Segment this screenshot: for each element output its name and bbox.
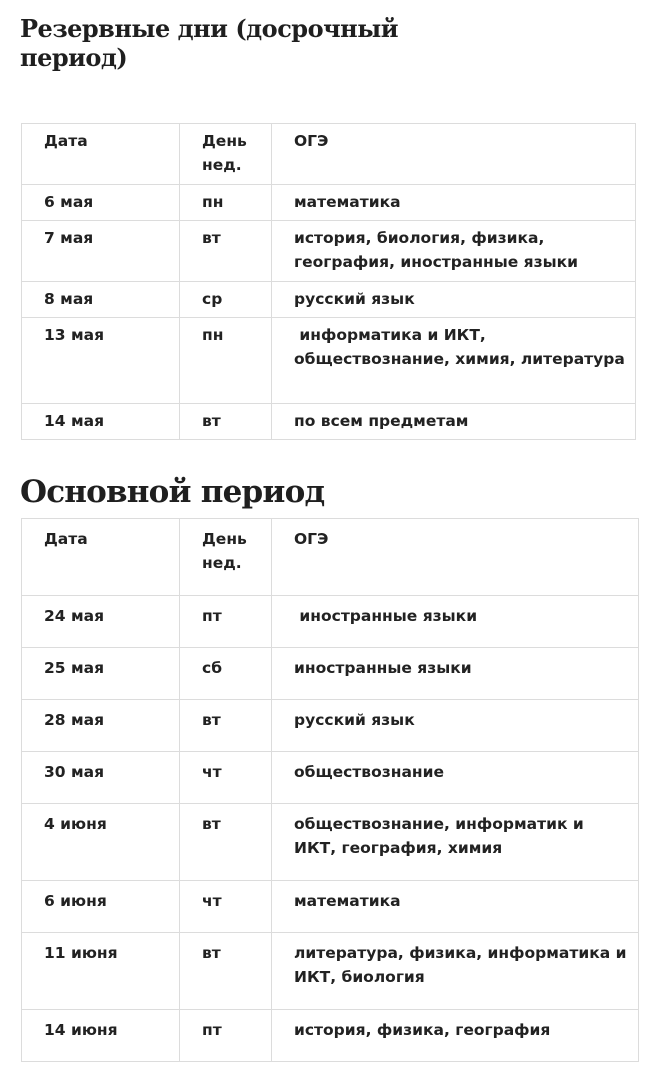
table-row <box>22 648 639 700</box>
cell-date: 24 мая <box>22 596 180 648</box>
header-exam: ОГЭ <box>272 519 639 596</box>
cell-day: вт <box>180 700 272 752</box>
cell-date: 4 июня <box>22 804 180 881</box>
cell-day: пн <box>180 185 272 221</box>
cell-day: пт <box>180 596 272 648</box>
cell-exam: иностранные языки <box>272 648 639 700</box>
cell-exam: история, биология, физика, география, иностранные языки <box>272 221 636 282</box>
header-date: Дата <box>22 124 180 185</box>
table-row <box>22 804 639 881</box>
table-row <box>22 404 636 440</box>
cell-date: 28 мая <box>22 700 180 752</box>
table-row <box>22 221 636 282</box>
cell-day: сб <box>180 648 272 700</box>
cell-day: пт <box>180 1010 272 1062</box>
cell-date: 25 мая <box>22 648 180 700</box>
cell-date: 14 июня <box>22 1010 180 1062</box>
cell-day: вт <box>180 221 272 282</box>
cell-date: 6 июня <box>22 881 180 933</box>
cell-date: 6 мая <box>22 185 180 221</box>
table-header-row <box>22 519 639 596</box>
cell-day: ср <box>180 282 272 318</box>
cell-exam: русский язык <box>272 282 636 318</box>
cell-day: вт <box>180 404 272 440</box>
cell-date: 30 мая <box>22 752 180 804</box>
cell-exam: математика <box>272 185 636 221</box>
reserve-days-table <box>21 123 636 440</box>
table-row <box>22 752 639 804</box>
main-period-table <box>21 518 639 1062</box>
cell-exam: иностранные языки <box>272 596 639 648</box>
header-date: Дата <box>22 519 180 596</box>
cell-day: чт <box>180 881 272 933</box>
cell-exam: литература, физика, информатика и ИКТ, биология <box>272 933 639 1010</box>
cell-day: пн <box>180 318 272 404</box>
cell-exam: математика <box>272 881 639 933</box>
section-title-main-period: Основной период <box>20 474 325 510</box>
cell-day: чт <box>180 752 272 804</box>
header-day: День нед. <box>180 519 272 596</box>
table-row <box>22 185 636 221</box>
cell-day: вт <box>180 933 272 1010</box>
cell-exam: обществознание, информатик и ИКТ, география, химия <box>272 804 639 881</box>
cell-exam: информатика и ИКТ, обществознание, химия, литература <box>272 318 636 404</box>
cell-date: 11 июня <box>22 933 180 1010</box>
cell-exam: русский язык <box>272 700 639 752</box>
table-row <box>22 881 639 933</box>
section-title-reserve-days: Резервные дни (досрочный период) <box>20 14 399 72</box>
cell-exam: по всем предметам <box>272 404 636 440</box>
cell-date: 13 мая <box>22 318 180 404</box>
table-row <box>22 1010 639 1062</box>
table-row <box>22 700 639 752</box>
table-row <box>22 933 639 1010</box>
cell-date: 7 мая <box>22 221 180 282</box>
cell-date: 8 мая <box>22 282 180 318</box>
cell-exam: обществознание <box>272 752 639 804</box>
header-exam: ОГЭ <box>272 124 636 185</box>
table-row <box>22 596 639 648</box>
cell-exam: история, физика, география <box>272 1010 639 1062</box>
table-row <box>22 318 636 404</box>
table-header-row <box>22 124 636 185</box>
table-row <box>22 282 636 318</box>
cell-date: 14 мая <box>22 404 180 440</box>
cell-day: вт <box>180 804 272 881</box>
header-day: День нед. <box>180 124 272 185</box>
